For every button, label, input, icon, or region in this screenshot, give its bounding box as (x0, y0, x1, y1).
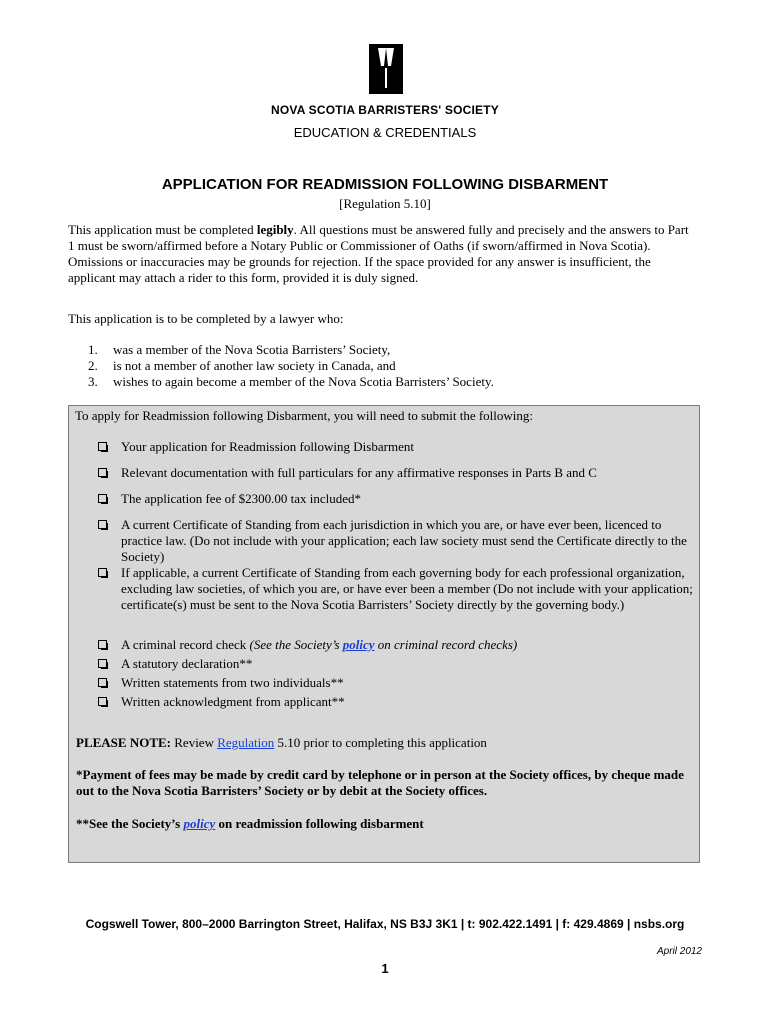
checkbox-icon[interactable] (98, 659, 107, 668)
page-title: APPLICATION FOR READMISSION FOLLOWING DISBARMENT (161, 176, 609, 193)
checkbox-icon[interactable] (98, 640, 107, 649)
list-item (88, 374, 494, 390)
eligibility-list (88, 342, 494, 390)
checkbox-icon[interactable] (98, 568, 107, 577)
intro-bold-word: legibly (256, 222, 294, 237)
org-name: NOVA SCOTIA BARRISTERS' SOCIETY (271, 103, 499, 117)
requirement-text: Written acknowledgment from applicant** (121, 694, 345, 709)
requirement-text (121, 637, 696, 653)
requirement-item (98, 637, 696, 653)
requirements-box (68, 405, 700, 863)
readmission-pre: **See the Society’s (76, 816, 184, 831)
requirements-heading: To apply for Readmission following Disbarment, you will need to submit the following: (75, 408, 534, 423)
footer-date: April 2012 (656, 946, 702, 957)
list-text: is not a member of another law society in Canada, and (113, 358, 396, 373)
requirement-text: If applicable, a current Certificate of Standing from each governing body for each professional organization, excluding law societies, of which you are, or have ever been a member (Do not include with your application; certificate(s) must be sent to the Nova Scotia Barristers’ Society directly by the governing body.) (121, 565, 693, 612)
please-note-pre: Review (171, 735, 218, 750)
requirement-item (98, 675, 696, 691)
requirement-text: A statutory declaration** (121, 656, 253, 671)
list-text: was a member of the Nova Scotia Barristers’ Society, (113, 342, 391, 357)
checkbox-icon[interactable] (98, 520, 107, 529)
checkbox-icon[interactable] (98, 678, 107, 687)
list-number: 2. (88, 358, 98, 373)
please-note (76, 735, 691, 751)
list-number: 3. (88, 374, 98, 389)
list-number: 1. (88, 342, 98, 357)
readmission-policy-link[interactable]: policy (183, 816, 216, 831)
eligibility-intro: This application is to be completed by a lawyer who: (68, 311, 344, 326)
requirement-item (98, 694, 696, 710)
requirement-text: A current Certificate of Standing from each jurisdiction in which you are, or have ever been, licenced to practice law. (Do not include with your application; each law society must send the Certificate directly to the Society) (121, 517, 687, 564)
checkbox-icon[interactable] (98, 494, 107, 503)
list-item (88, 342, 494, 358)
readmission-post: on readmission following disbarment (215, 816, 424, 831)
intro-part1: This application must be completed (68, 222, 257, 237)
requirement-item (98, 656, 696, 672)
requirement-text: Your application for Readmission following Disbarment (121, 439, 414, 454)
footer-address: Cogswell Tower, 800–2000 Barrington Street, Halifax, NS B3J 3K1 | t: 902.422.1491 | f: 429.4869 | nsbs.org (85, 917, 685, 931)
requirement-item (98, 465, 696, 481)
checkbox-icon[interactable] (98, 442, 107, 451)
regulation-link[interactable]: Regulation (217, 735, 275, 750)
page-number: 1 (381, 961, 389, 976)
requirement-italic-post: on criminal record checks) (374, 637, 518, 652)
please-note-label: PLEASE NOTE: (76, 735, 171, 750)
requirement-item (98, 565, 696, 613)
requirement-text: Relevant documentation with full particulars for any affirmative responses in Parts B and C (121, 465, 597, 480)
list-item (88, 358, 494, 374)
requirement-italic-pre: (See the Society’s (249, 637, 343, 652)
requirement-text: Written statements from two individuals** (121, 675, 344, 690)
please-note-post: 5.10 prior to completing this application (274, 735, 487, 750)
requirement-item (98, 517, 696, 565)
intro-paragraph (68, 222, 698, 286)
requirement-item (98, 439, 696, 455)
requirement-item (98, 491, 696, 507)
checkbox-icon[interactable] (98, 468, 107, 477)
checkbox-icon[interactable] (98, 697, 107, 706)
requirement-text: The application fee of $2300.00 tax included* (121, 491, 362, 506)
requirement-text-main: A criminal record check (121, 637, 250, 652)
regulation-ref: [Regulation 5.10] (339, 196, 431, 211)
criminal-record-policy-link[interactable]: policy (342, 637, 375, 652)
payment-note: *Payment of fees may be made by credit card by telephone or in person at the Society offices, by cheque made out to the Nova Scotia Barristers’ Society or by debit at the Society offices. (76, 767, 684, 798)
readmission-note (76, 816, 691, 832)
intro-part2: . All questions must be answered fully and precisely and the answers to Part 1 must be sworn/affirmed before a Notary Public or Commissioner of Oaths (if sworn/affirmed in Nova Scotia). Omissions or inaccuracies may be grounds for rejection. If the space provided for any answer is insufficient, the applicant may attach a rider to this form, provided it is duly signed. (68, 222, 689, 285)
nsbs-logo-icon (369, 44, 403, 94)
list-text: wishes to again become a member of the Nova Scotia Barristers’ Society. (113, 374, 494, 389)
department-label: EDUCATION & CREDENTIALS (293, 125, 477, 140)
